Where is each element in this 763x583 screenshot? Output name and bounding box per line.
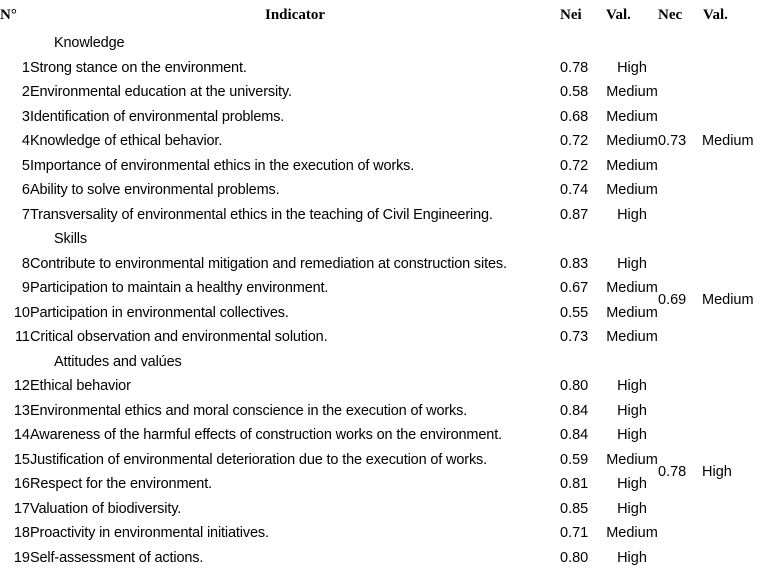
column-header-indicator: Indicator (265, 7, 325, 23)
row-number: 16 (13, 476, 30, 492)
row-nei-value: 0.68 (560, 108, 589, 125)
row-nei-valuation: High (617, 500, 647, 517)
section-title: Skills (54, 231, 87, 247)
section-nec-cell (658, 252, 763, 350)
row-nei-value: 0.85 (560, 500, 589, 517)
section-nec-cell (658, 374, 763, 570)
row-number: 3 (21, 108, 30, 125)
section-row-spacer (658, 31, 703, 56)
table-body (0, 31, 763, 570)
table-row (0, 80, 763, 105)
row-indicator: Environmental education at the university. (30, 84, 292, 100)
section-row-spacer (606, 227, 658, 252)
row-nei-valuation: Medium (606, 451, 658, 468)
row-nei-value: 0.67 (560, 280, 589, 296)
row-nei-value: 0.74 (560, 182, 589, 198)
row-indicator: Strong stance on the environment. (30, 59, 247, 76)
row-nei-valuation: Medium (606, 329, 658, 345)
row-nei-valuation: Medium (606, 84, 658, 100)
row-indicator: Critical observation and environmental solution. (30, 329, 328, 345)
row-indicator: Transversality of environmental ethics in the teaching of Civil Engineering. (30, 206, 493, 223)
row-number: 14 (13, 427, 30, 443)
row-indicator: Participation to maintain a healthy environment. (30, 280, 329, 296)
table-row (0, 472, 763, 497)
row-number: 18 (13, 525, 30, 541)
row-nei-value: 0.73 (560, 329, 589, 345)
row-number: 2 (21, 84, 30, 100)
section-title: Knowledge (54, 35, 125, 51)
row-number: 10 (13, 304, 30, 321)
row-indicator: Environmental ethics and moral conscience in the execution of works. (30, 402, 468, 419)
section-heading-row (0, 227, 763, 252)
table-row (0, 521, 763, 546)
section-nec-value: 0.69 (658, 292, 687, 309)
section-nec-value: 0.78 (658, 463, 687, 480)
section-heading-row (0, 350, 763, 375)
table-row (0, 56, 763, 81)
column-header-nei: Nei (560, 7, 582, 23)
row-nei-valuation: High (617, 255, 647, 272)
row-number: 12 (13, 378, 30, 394)
row-indicator: Importance of environmental ethics in the execution of works. (30, 157, 415, 174)
section-nec-value: 0.73 (658, 133, 687, 149)
row-nei-value: 0.72 (560, 133, 589, 149)
section-row-spacer (560, 227, 606, 252)
table-row (0, 105, 763, 130)
row-nei-valuation: Medium (606, 133, 658, 149)
section-nec-valuation: High (702, 463, 732, 480)
row-number: 5 (21, 157, 30, 174)
row-nei-valuation: Medium (606, 525, 658, 541)
row-number: 13 (13, 402, 30, 419)
row-nei-value: 0.78 (560, 59, 589, 76)
table-row (0, 423, 763, 448)
row-nei-valuation: Medium (606, 182, 658, 198)
row-indicator: Awareness of the harmful effects of construction works on the environment. (30, 427, 502, 443)
table-row (0, 252, 763, 277)
row-indicator: Participation in environmental collectives. (30, 304, 289, 321)
row-nei-valuation: High (617, 549, 647, 566)
row-indicator: Respect for the environment. (30, 476, 212, 492)
row-indicator: Ability to solve environmental problems. (30, 182, 280, 198)
row-number: 11 (14, 329, 30, 345)
row-nei-value: 0.72 (560, 157, 589, 174)
section-row-spacer (560, 31, 606, 56)
section-row-spacer (703, 350, 763, 375)
row-indicator: Contribute to environmental mitigation and remediation at construction sites. (30, 255, 507, 272)
section-nec-valuation: Medium (702, 133, 754, 149)
row-nei-valuation: Medium (606, 157, 658, 174)
table-row (0, 276, 763, 301)
section-row-number (0, 31, 30, 56)
row-indicator: Ethical behavior (30, 378, 131, 394)
row-number: 4 (21, 133, 30, 149)
section-nec-cell (658, 56, 763, 228)
section-row-spacer (703, 31, 763, 56)
row-nei-value: 0.58 (560, 84, 589, 100)
row-nei-valuation: Medium (606, 108, 658, 125)
row-number: 7 (21, 206, 30, 223)
row-indicator: Valuation of biodiversity. (30, 500, 182, 517)
row-nei-valuation: High (617, 59, 647, 76)
row-indicator: Knowledge of ethical behavior. (30, 133, 223, 149)
row-indicator: Justification of environmental deterioration due to the execution of works. (30, 451, 488, 468)
row-indicator: Identification of environmental problems. (30, 108, 285, 125)
row-nei-valuation: Medium (606, 280, 658, 296)
row-nei-value: 0.59 (560, 451, 589, 468)
row-nei-value: 0.55 (560, 304, 589, 321)
table-row (0, 129, 763, 154)
column-header-val-1: Val. (606, 7, 631, 23)
row-nei-value: 0.80 (560, 378, 589, 394)
table-row (0, 203, 763, 228)
section-title: Attitudes and valúes (54, 353, 182, 370)
row-nei-valuation: High (617, 206, 647, 223)
table-row (0, 497, 763, 522)
row-number: 1 (21, 59, 30, 76)
row-nei-valuation: High (617, 378, 647, 394)
row-indicator: Proactivity in environmental initiatives. (30, 525, 269, 541)
section-heading-row (0, 31, 763, 56)
section-row-spacer (703, 227, 763, 252)
table-row (0, 178, 763, 203)
row-number: 17 (13, 500, 30, 517)
section-row-spacer (560, 350, 606, 375)
section-row-spacer (658, 350, 703, 375)
table-header-row (0, 0, 763, 31)
column-header-nec: Nec (658, 7, 683, 23)
row-nei-value: 0.83 (560, 255, 589, 272)
section-row-spacer (606, 350, 658, 375)
section-row-spacer (658, 227, 703, 252)
row-number: 6 (21, 182, 30, 198)
row-nei-valuation: Medium (606, 304, 658, 321)
row-nei-value: 0.71 (560, 525, 589, 541)
row-nei-valuation: High (617, 402, 647, 419)
section-row-number (0, 227, 30, 252)
table-row (0, 448, 763, 473)
table-row (0, 325, 763, 350)
row-nei-value: 0.81 (560, 476, 589, 492)
table-row (0, 399, 763, 424)
row-nei-value: 0.84 (560, 427, 589, 443)
table-row (0, 546, 763, 571)
table-row (0, 374, 763, 399)
section-row-number (0, 350, 30, 375)
row-nei-value: 0.84 (560, 402, 589, 419)
section-nec-valuation: Medium (702, 292, 754, 309)
row-nei-valuation: High (617, 427, 647, 443)
table-row (0, 301, 763, 326)
row-nei-value: 0.87 (560, 206, 589, 223)
row-number: 9 (21, 280, 30, 296)
row-number: 15 (13, 451, 30, 468)
row-number: 8 (21, 255, 30, 272)
section-row-spacer (606, 31, 658, 56)
row-number: 19 (13, 549, 30, 566)
row-indicator: Self-assessment of actions. (30, 549, 204, 566)
column-header-val-2: Val. (703, 7, 728, 23)
row-nei-value: 0.80 (560, 549, 589, 566)
row-nei-valuation: High (617, 476, 647, 492)
table-header (0, 0, 763, 31)
table-row (0, 154, 763, 179)
column-header-number: N° (0, 7, 17, 23)
